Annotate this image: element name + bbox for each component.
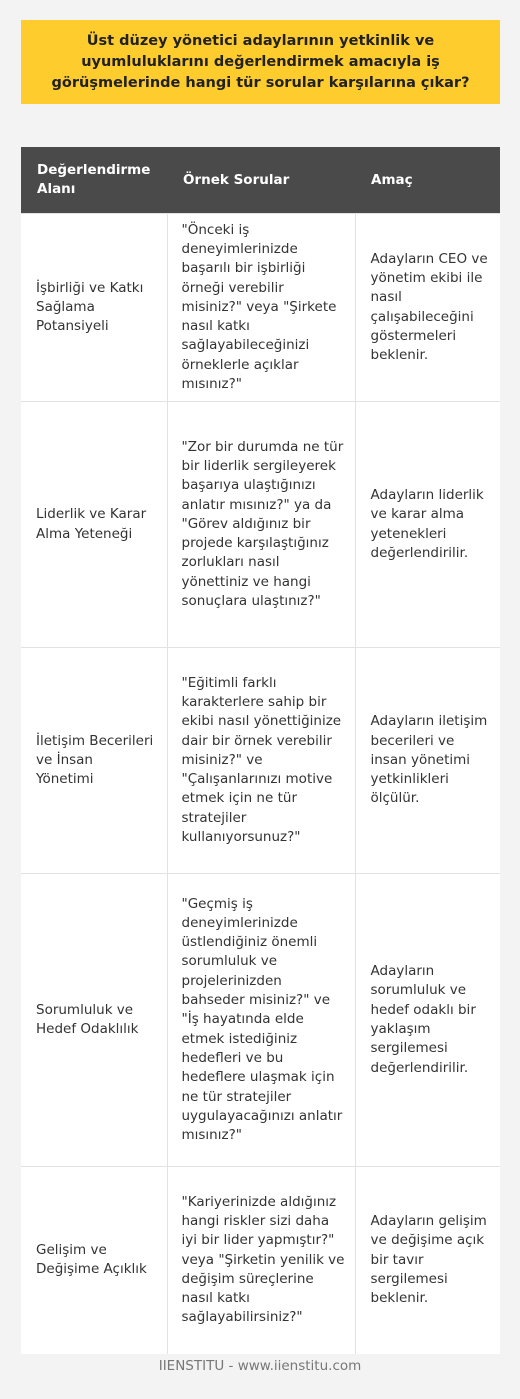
- cell-questions: "Geçmiş iş deneyimlerinizde üstlendiğiniz önemli sorumluluk ve projelerinizden bahseder misiniz?" ve "İş hayatında elde etmek istediğiniz hedefleri ve bu hedeflere ulaşmak için ne tür stratejiler uygulayacağınızı anlatır mısınız?": [167, 874, 355, 1167]
- cell-area: İşbirliği ve Katkı Sağlama Potansiyeli: [21, 214, 167, 402]
- cell-area: İletişim Becerileri ve İnsan Yönetimi: [21, 648, 167, 874]
- cell-questions: "Zor bir durumda ne tür bir liderlik sergileyerek başarıya ulaştığınızı anlatır mısınız?" ya da "Görev aldığınız bir projede karşılaştığınız zorlukları nasıl yönettiniz ve hangi sonuçlara ulaştınız?": [167, 402, 355, 648]
- footer-credit: IIENSTITU - www.iienstitu.com: [158, 1358, 362, 1374]
- header-purpose: Amaç: [355, 147, 500, 214]
- page-title: Üst düzey yönetici adaylarının yetkinlik ve uyumluluklarını değerlendirmek amacıyla iş görüşmelerinde hangi tür sorular karşılarına çıkar?: [51, 32, 470, 91]
- header-questions: Örnek Sorular: [167, 147, 355, 214]
- cell-questions: "Kariyerinizde aldığınız hangi riskler sizi daha iyi bir lider yapmıştır?" veya "Şirketin yenilik ve değişim süreçlerine nasıl katkı sağlayabilirsiniz?": [167, 1167, 355, 1354]
- table-row: [21, 874, 500, 1167]
- cell-questions: "Önceki iş deneyimlerinizde başarılı bir işbirliği örneği verebilir misiniz?" veya "Şirkete nasıl katkı sağlayabileceğinizi örneklerle açıklar mısınız?": [167, 214, 355, 402]
- cell-questions: "Eğitimli farklı karakterlere sahip bir ekibi nasıl yönettiğinize dair bir örnek verebilir misiniz?" ve "Çalışanlarınızı motive etmek için ne tür stratejiler kullanıyorsunuz?": [167, 648, 355, 874]
- cell-purpose: Adayların CEO ve yönetim ekibi ile nasıl çalışabileceğini göstermeleri beklenir.: [355, 214, 500, 402]
- cell-area: Sorumluluk ve Hedef Odaklılık: [21, 874, 167, 1167]
- cell-area: Gelişim ve Değişime Açıklık: [21, 1167, 167, 1354]
- table-row: [21, 214, 500, 402]
- title-banner: [21, 20, 500, 104]
- cell-purpose: Adayların liderlik ve karar alma yetenekleri değerlendirilir.: [355, 402, 500, 648]
- header-area: Değerlendirme Alanı: [21, 147, 167, 214]
- cell-area: Liderlik ve Karar Alma Yeteneği: [21, 402, 167, 648]
- cell-purpose: Adayların iletişim becerileri ve insan yönetimi yetkinlikleri ölçülür.: [355, 648, 500, 874]
- cell-purpose: Adayların sorumluluk ve hedef odaklı bir yaklaşım sergilemesi değerlendirilir.: [355, 874, 500, 1167]
- questions-table: [21, 147, 500, 1354]
- cell-purpose: Adayların gelişim ve değişime açık bir tavır sergilemesi beklenir.: [355, 1167, 500, 1354]
- table-row: [21, 648, 500, 874]
- table-row: [21, 402, 500, 648]
- table-row: [21, 1167, 500, 1354]
- table-header: [21, 147, 500, 214]
